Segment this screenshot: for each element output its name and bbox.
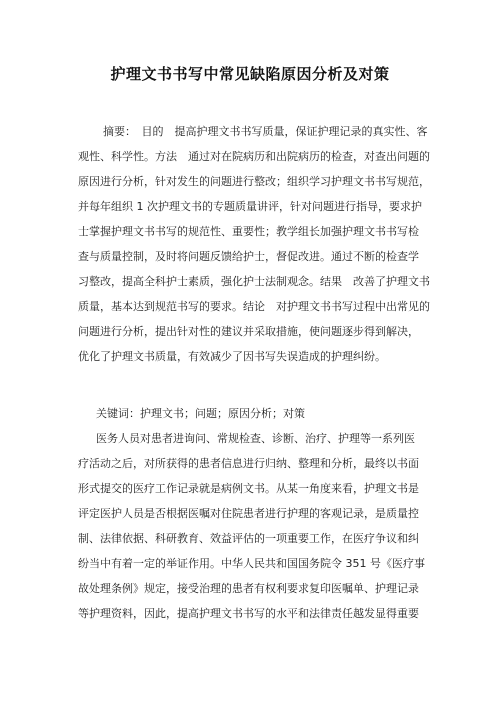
body-line: 纷当中有着一定的举证作用。中华人民共和国国务院令 351 号《医疗事 (78, 557, 425, 570)
document-title: 护理文书书写中常见缺陷原因分析及对策 (110, 65, 390, 83)
abstract-line: 问题进行分析，提出针对性的建议并采取措施，使问题逐步得到解决， (78, 325, 419, 338)
abstract-line: 摘要： 目的 提高护理文书书写质量，保证护理记录的真实性、客 (103, 125, 428, 138)
body-line: 疗活动之后，对所获得的患者信息进行归纳、整理和分析，最终以书面 (78, 457, 419, 470)
body-line: 医务人员对患者进询问、常规检查、诊断、治疗、护理等一系列医 (96, 432, 415, 445)
body-line: 等护理资料，因此，提高护理文书书写的水平和法律责任越发显得重要 (78, 607, 419, 620)
body-line: 评定医护人员是否根据医嘱对住院患者进行护理的客观记录，是质量控 (78, 507, 419, 520)
abstract-line: 查与质量控制，及时将问题反馈给护士，督促改进。通过不断的检查学 (78, 250, 419, 263)
abstract-line: 原因进行分析，针对发生的问题进行整改；组织学习护理文书书写规范， (78, 175, 430, 188)
body-line: 形式提交的医疗工作记录就是病例文书。从某一角度来看，护理文书是 (78, 482, 419, 495)
abstract-line: 优化了护理文书质量，有效减少了因书写失误造成的护理纠纷。 (78, 350, 386, 363)
abstract-line: 士掌握护理文书书写的规范性、重要性；教学组长加强护理文书书写检 (78, 225, 419, 238)
abstract-line: 并每年组织 1 次护理文书的专题质量讲评，针对问题进行指导，要求护 (78, 200, 422, 213)
keywords-line: 关键词：护理文书；问题；原因分析；对策 (96, 407, 305, 420)
body-line: 制、法律依据、科研教育、效益评估的一项重要工作，在医疗争议和纠 (78, 532, 419, 545)
abstract-line: 习整改，提高全科护士素质，强化护士法制观念。结果 改善了护理文书 (78, 275, 430, 288)
abstract-line: 观性、科学性。方法 通过对在院病历和出院病历的检查，对查出问题的 (78, 150, 430, 163)
body-line: 故处理条例》规定，接受治理的患者有权利要求复印医嘱单、护理记录 (78, 582, 419, 595)
abstract-line: 质量，基本达到规范书写的要求。结论 对护理文书书写过程中出常见的 (78, 300, 430, 313)
